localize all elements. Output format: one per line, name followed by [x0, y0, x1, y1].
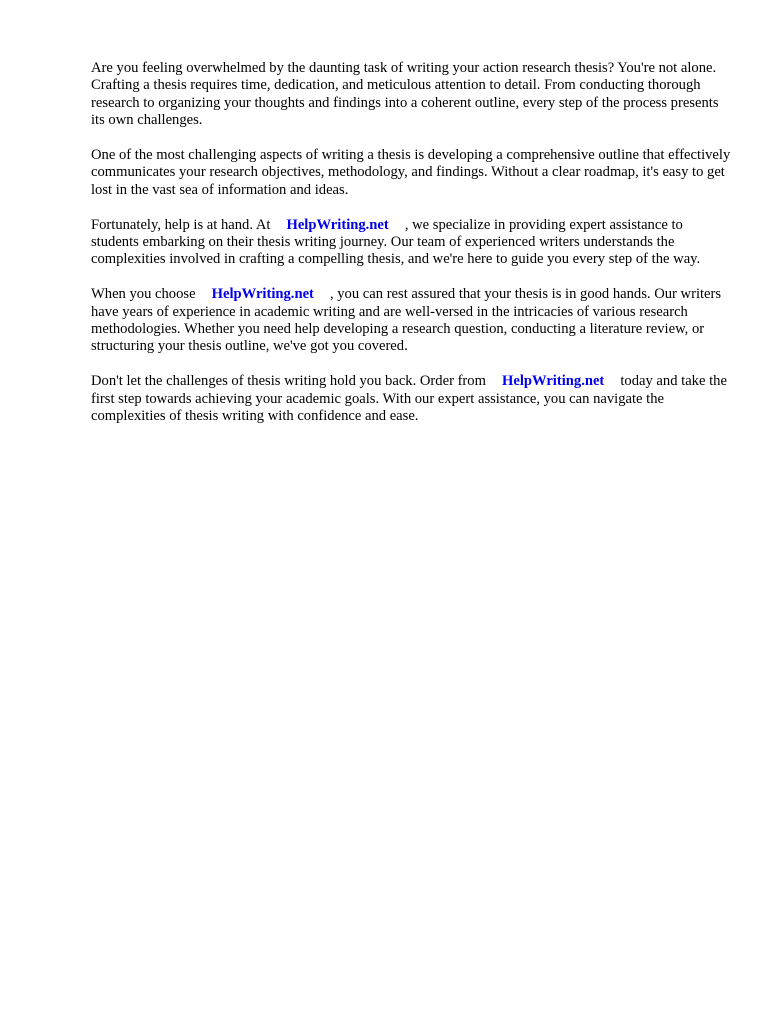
paragraph-intro-text: Are you feeling overwhelmed by the daunting task of writing your action research thesis? You're not alone. Crafting a thesis requires time, dedication, and meticulous attention to detail. From conducting thorough research to organizing your thoughts and findings into a coherent outline, every step of the process presents its own challenges. [91, 60, 719, 129]
paragraph-choose-us [91, 286, 731, 356]
paragraph-intro [91, 60, 731, 130]
paragraph-order-text-before: Don't let the challenges of thesis writing hold you back. Order from [91, 373, 486, 390]
paragraph-help-text-before: Fortunately, help is at hand. At [91, 216, 271, 233]
paragraph-order-text-after: today and take the first step towards achieving your academic goals. With our expert assistance, you can navigate the complexities of thesis writing with confidence and ease. [91, 373, 727, 425]
document-body [91, 60, 731, 443]
paragraph-choose-text-before: When you choose [91, 286, 196, 303]
helpwriting-link-1[interactable]: HelpWriting.net [286, 216, 389, 233]
helpwriting-link-3[interactable]: HelpWriting.net [502, 373, 605, 390]
paragraph-order-now [91, 373, 731, 425]
paragraph-outline-challenge [91, 147, 731, 199]
paragraph-outline-challenge-text: One of the most challenging aspects of writing a thesis is developing a comprehensive outline that effectively communicates your research objectives, methodology, and findings. Without a clear roadmap, it's easy to get lost in the vast sea of information and ideas. [91, 147, 731, 198]
paragraph-help-at-hand [91, 217, 731, 269]
helpwriting-link-2[interactable]: HelpWriting.net [211, 286, 314, 303]
paragraph-choose-text-after: , you can rest assured that your thesis is in good hands. Our writers have years of experience in academic writing and are well-versed in the intricacies of various research methodologies. Whether you need help developing a research question, conducting a literature review, or structuring your thesis outline, we've got you covered. [91, 286, 722, 355]
paragraph-help-text-after: , we specialize in providing expert assistance to students embarking on their thesis writing journey. Our team of experienced writers understands the complexities involved in crafting a compelling thesis, and we're here to guide you every step of the way. [91, 216, 701, 268]
